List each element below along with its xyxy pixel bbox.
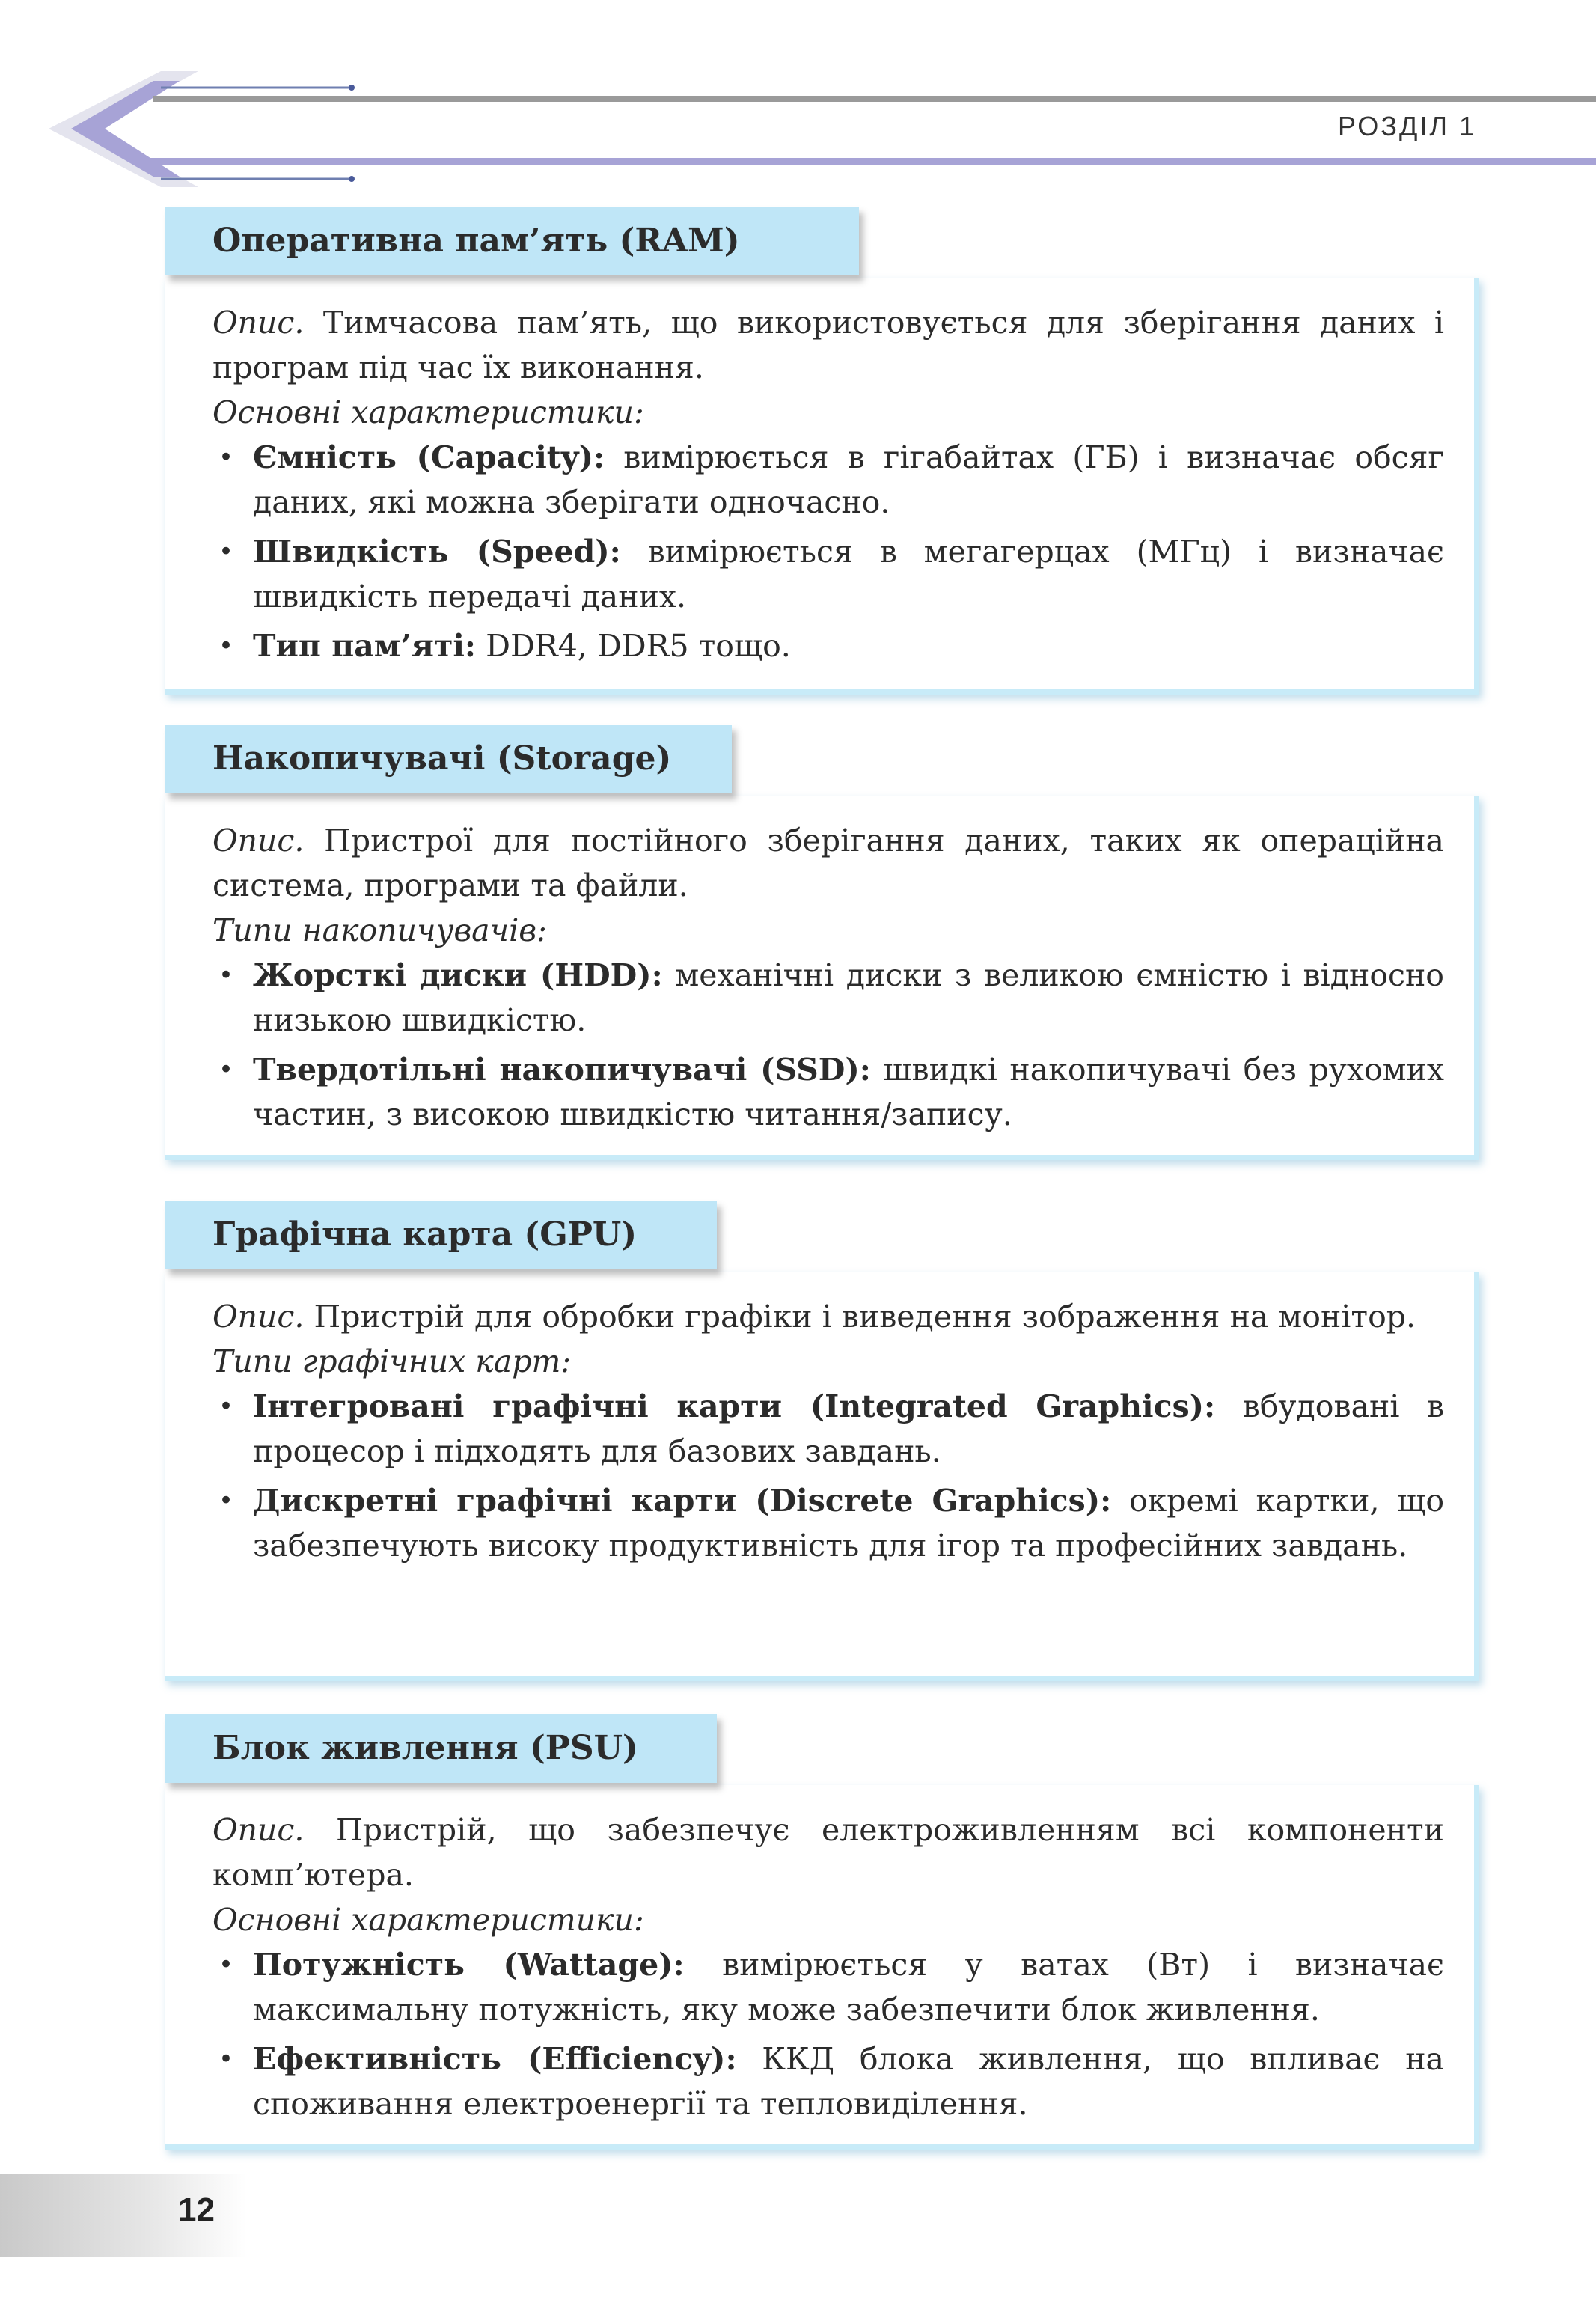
section-title: Графічна карта (GPU) [165, 1201, 717, 1269]
subhead: Основні характеристики: [213, 1902, 644, 1938]
bullet-list [165, 1384, 1444, 1568]
page-number: 12 [178, 2191, 215, 2228]
section-title: Оперативна пам’ять (RAM) [165, 207, 859, 275]
bullet-list [165, 1942, 1444, 2126]
section-title: Блок живлення (PSU) [165, 1714, 717, 1783]
section-content [165, 818, 1444, 1141]
desc-label: Опис. [213, 823, 305, 858]
section-content [165, 1294, 1444, 1573]
bullet-list [165, 953, 1444, 1137]
list-item: • Жорсткі диски (HDD): механічні диски з великою ємністю і відносно низькою швидкістю. [165, 953, 1444, 1043]
page-header [0, 0, 1596, 202]
list-item: • Дискретні графічні карти (Discrete Graphics): окремі картки, що забезпечують високу продуктивність для ігор та професійних завдань. [165, 1478, 1444, 1568]
section-storage [165, 725, 1474, 1174]
section-gpu [165, 1201, 1474, 1687]
section-psu [165, 1714, 1474, 2163]
list-item: • Ефективність (Efficiency): ККД блока живлення, що впливає на споживання електроенергії та тепловиділення. [165, 2037, 1444, 2126]
desc-text: Пристрій для обробки графіки і виведення зображення на монітор. [304, 1299, 1416, 1335]
list-item: • Твердотільні накопичувачі (SSD): швидкі накопичувачі без рухомих частин, з високою швидкістю читання/запису. [165, 1047, 1444, 1137]
bullet-list [165, 435, 1444, 668]
desc-label: Опис. [213, 305, 305, 341]
subhead: Основні характеристики: [213, 394, 644, 430]
desc-text: Пристрої для постійного зберігання даних, таких як операційна система, програми та файли. [213, 823, 1444, 903]
list-item: • Швидкість (Speed): вимірюється в мегагерцах (МГц) і визначає швидкість передачі даних. [165, 529, 1444, 619]
section-label: РОЗДІЛ 1 [1338, 111, 1476, 141]
desc-label: Опис. [213, 1299, 305, 1335]
list-item: • Ємність (Capacity): вимірюється в гігабайтах (ГБ) і визначає обсяг даних, які можна зберігати одночасно. [165, 435, 1444, 525]
section-content [165, 1808, 1444, 2131]
section-ram [165, 207, 1474, 693]
list-item: • Тип пам’яті: DDR4, DDR5 тощо. [165, 623, 1444, 668]
list-item: • Потужність (Wattage): вимірюється у ватах (Вт) і визначає максимальну потужність, яку може забезпечити блок живлення. [165, 1942, 1444, 2032]
list-item: • Інтегровані графічні карти (Integrated Graphics): вбудовані в процесор і підходять для базових завдань. [165, 1384, 1444, 1474]
header-arrow-decoration [0, 0, 1596, 202]
section-content [165, 300, 1444, 673]
subhead: Типи накопичувачів: [213, 912, 547, 948]
section-title: Накопичувачі (Storage) [165, 725, 732, 793]
desc-label: Опис. [213, 1812, 305, 1848]
subhead: Типи графічних карт: [213, 1343, 572, 1379]
desc-text: Тимчасова пам’ять, що використовується для зберігання даних і програм під час їх виконання. [213, 305, 1444, 385]
desc-text: Пристрій, що забезпечує електроживленням всі компоненти комп’ютера. [213, 1812, 1444, 1893]
